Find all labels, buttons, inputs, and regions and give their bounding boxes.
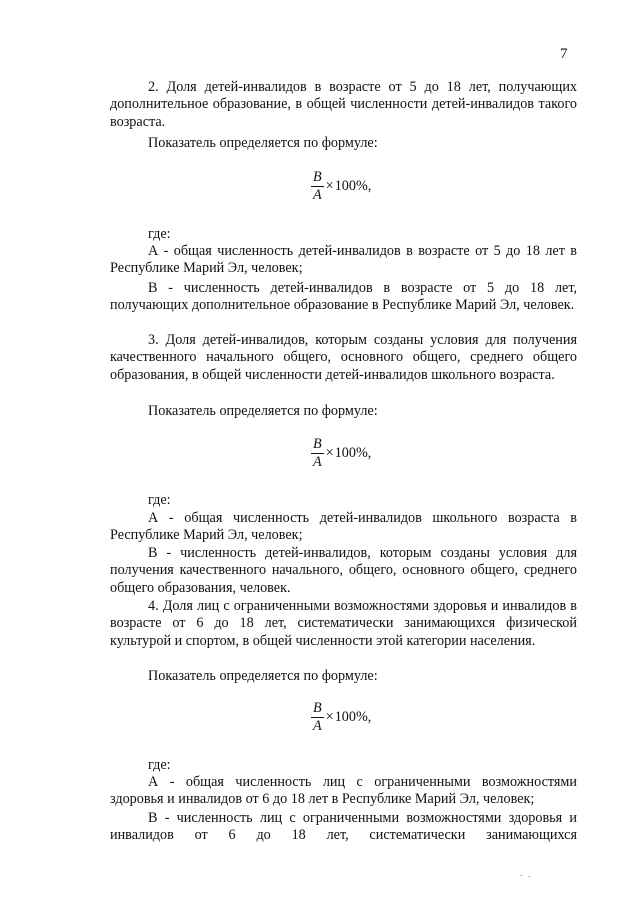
section-2-where — [110, 226, 577, 243]
section-3-where — [110, 492, 577, 509]
section-3-formula-lead — [110, 403, 577, 420]
scan-speck — [520, 875, 522, 876]
section-3-def-a — [110, 510, 577, 545]
fraction-numerator: B — [313, 436, 322, 452]
fraction — [311, 701, 324, 734]
section-4-def-a — [110, 774, 577, 809]
formula-multiplier: 100%, — [334, 709, 372, 725]
section-4-intro — [110, 598, 577, 650]
fraction-denominator: A — [313, 718, 322, 734]
section-4-where — [110, 757, 577, 774]
section-2-intro — [110, 79, 577, 131]
paragraph: Показатель определяется по формуле: — [148, 403, 378, 419]
times-operator: × — [325, 445, 334, 461]
formula-multiplier: 100%, — [334, 445, 372, 461]
paragraph: Показатель определяется по формуле: — [148, 135, 378, 151]
paragraph: А - общая численность лиц с ограниченными возможностями здоровья и инвалидов от 6 до 18 лет в Республике Марий Эл, человек; — [110, 774, 577, 808]
times-operator: × — [325, 178, 334, 194]
section-3-intro — [110, 332, 577, 384]
paragraph: В - численность лиц с ограниченными возможностями здоровья и инвалидов от 6 до 18 лет, систематически занимающихся — [110, 810, 577, 844]
paragraph: В - численность детей-инвалидов в возрасте от 5 до 18 лет, получающих дополнительное образование в Республике Марий Эл, человек. — [110, 280, 577, 314]
formula-3 — [311, 701, 371, 734]
section-3-def-b — [110, 545, 577, 597]
paragraph: В - численность детей-инвалидов, которым созданы условия для получения качественного начального, общего, основного общего, среднего общего образования, человек. — [110, 545, 577, 596]
times-operator: × — [325, 709, 334, 725]
paragraph: 2. Доля детей-инвалидов в возрасте от 5 до 18 лет, получающих дополнительное образование, в общей численности детей-инвалидов такого возраста. — [110, 79, 577, 130]
paragraph: А - общая численность детей-инвалидов в возрасте от 5 до 18 лет в Республике Марий Эл, человек; — [110, 243, 577, 277]
formula-multiplier: 100%, — [334, 178, 372, 194]
fraction-denominator: A — [313, 187, 322, 203]
fraction — [311, 170, 324, 203]
formula-2 — [311, 437, 371, 470]
fraction — [311, 437, 324, 470]
section-4-formula-lead — [110, 668, 577, 685]
paragraph: 4. Доля лиц с ограниченными возможностями здоровья и инвалидов в возрасте от 6 до 18 лет, систематически занимающихся физической культурой и спортом, в общей численности этой категории населения. — [110, 598, 577, 649]
fraction-numerator: B — [313, 700, 322, 716]
section-4-def-b — [110, 810, 577, 845]
paragraph: где: — [148, 757, 171, 773]
paragraph: 3. Доля детей-инвалидов, которым созданы условия для получения качественного начального общего, основного общего, среднего общего образования, в общей численности детей-инвалидов школьного возраста. — [110, 332, 577, 383]
fraction-denominator: A — [313, 454, 322, 470]
page-number: 7 — [560, 46, 568, 62]
section-2-def-a — [110, 243, 577, 278]
paragraph: где: — [148, 492, 171, 508]
section-2-def-b — [110, 280, 577, 315]
paragraph: Показатель определяется по формуле: — [148, 668, 378, 684]
paragraph: где: — [148, 226, 171, 242]
formula-1 — [311, 170, 371, 203]
scan-speck — [528, 876, 530, 877]
fraction-numerator: B — [313, 169, 322, 185]
section-2-formula-lead — [110, 135, 577, 152]
paragraph: А - общая численность детей-инвалидов школьного возраста в Республике Марий Эл, человек; — [110, 510, 577, 544]
